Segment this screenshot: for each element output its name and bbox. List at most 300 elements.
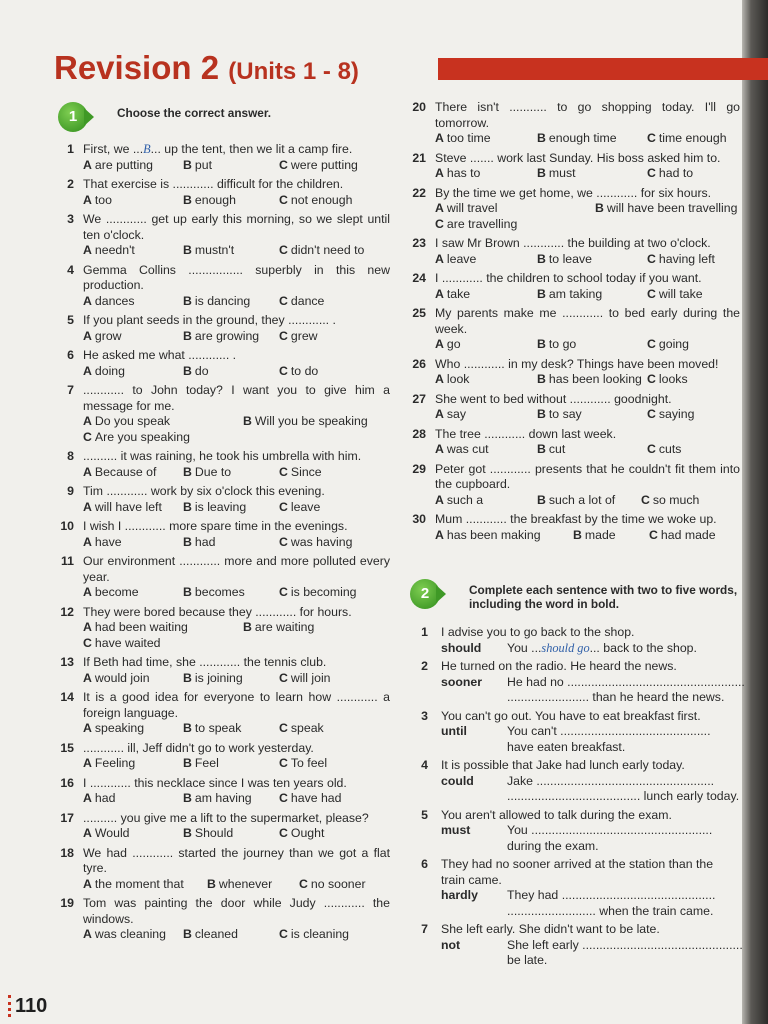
option-text: To feel bbox=[290, 756, 328, 770]
keyword-line bbox=[441, 774, 740, 790]
stem-part: ... up the tent, then we lit a camp fire. bbox=[150, 142, 353, 156]
option-b bbox=[537, 493, 641, 509]
question-stem: We had ............ started the journey than we got a flat tyre. bbox=[83, 845, 390, 875]
answer-continuation: have eaten breakfast. bbox=[507, 739, 626, 754]
question-stem: .......... you give me a lift to the supermarket, please? bbox=[83, 810, 369, 825]
original-sentence: I advise you to go back to the shop. bbox=[441, 625, 635, 639]
option-letter: A bbox=[83, 826, 92, 840]
option-c bbox=[83, 430, 390, 446]
question-stem: I saw Mr Brown ............ the building at two o'clock. bbox=[435, 236, 711, 250]
left-column bbox=[62, 100, 390, 947]
option-letter: A bbox=[435, 251, 444, 266]
option-letter: C bbox=[279, 585, 288, 599]
option-b bbox=[183, 158, 279, 174]
option-text: become bbox=[94, 585, 139, 599]
units-range: (Units 1 - 8) bbox=[228, 58, 359, 85]
option-text: Feel bbox=[194, 756, 219, 770]
option-b bbox=[537, 131, 647, 147]
question-item bbox=[62, 846, 390, 893]
answer-line bbox=[507, 888, 715, 904]
key-word: could bbox=[441, 773, 474, 788]
option-letter: C bbox=[279, 293, 288, 308]
original-sentence: You can't go out. You have to eat breakfast first. bbox=[441, 708, 701, 723]
option-letter: C bbox=[647, 442, 656, 456]
option-letter: B bbox=[183, 192, 192, 207]
option-letter: C bbox=[279, 157, 288, 172]
option-a bbox=[83, 585, 183, 601]
option-text: cuts bbox=[658, 442, 682, 456]
option-text: Since bbox=[290, 464, 322, 479]
option-a bbox=[83, 791, 183, 807]
question-number: 17 bbox=[60, 810, 74, 825]
option-text: enough time bbox=[548, 131, 617, 145]
option-b bbox=[183, 294, 279, 310]
keyword-line bbox=[441, 937, 743, 954]
option-a bbox=[435, 407, 537, 423]
option-text: would join bbox=[94, 670, 150, 685]
option-c bbox=[279, 465, 322, 481]
question-stem: ............ to John today? I want you to give him a message for me. bbox=[83, 383, 390, 413]
option-b bbox=[183, 500, 279, 516]
answer-options bbox=[435, 166, 740, 182]
answer-options bbox=[435, 372, 740, 388]
option-a bbox=[435, 528, 573, 544]
option-a bbox=[83, 535, 183, 551]
option-letter: B bbox=[183, 826, 192, 840]
option-c bbox=[647, 166, 693, 182]
question-number: 14 bbox=[60, 690, 74, 704]
option-letter: B bbox=[537, 442, 546, 456]
answer-options bbox=[83, 721, 390, 737]
question-item bbox=[414, 392, 740, 423]
option-letter: C bbox=[647, 131, 656, 145]
option-letter: A bbox=[83, 157, 92, 172]
option-letter: A bbox=[435, 372, 444, 386]
option-text: were putting bbox=[290, 157, 358, 172]
answer-continuation: ........................ than he heard the news. bbox=[507, 690, 725, 704]
option-c bbox=[647, 407, 694, 423]
question-item bbox=[414, 271, 740, 302]
option-text: are putting bbox=[94, 157, 154, 172]
option-letter: B bbox=[183, 293, 192, 308]
question-stem: It is a good idea for everyone to learn how ............ a foreign language. bbox=[83, 690, 390, 720]
option-text: are waiting bbox=[254, 620, 315, 634]
answer-options bbox=[83, 243, 390, 259]
question-item bbox=[414, 357, 740, 388]
option-text: will have been travelling bbox=[606, 201, 738, 215]
option-letter: B bbox=[595, 201, 604, 215]
option-letter: B bbox=[243, 414, 252, 428]
option-text: doing bbox=[94, 363, 125, 378]
option-letter: B bbox=[537, 286, 546, 301]
option-letter: B bbox=[243, 620, 252, 634]
option-letter: A bbox=[435, 527, 444, 542]
option-c bbox=[647, 442, 681, 458]
answer-options bbox=[83, 877, 390, 893]
question-stem: .......... it was raining, he took his umbrella with him. bbox=[83, 449, 362, 463]
option-text: time enough bbox=[658, 131, 727, 145]
option-letter: A bbox=[83, 464, 92, 479]
question-stem: There isn't ........... to go shopping today. I'll go tomorrow. bbox=[435, 100, 740, 130]
option-letter: A bbox=[83, 499, 92, 514]
option-text: dance bbox=[290, 293, 325, 308]
option-letter: A bbox=[83, 791, 92, 805]
option-text: go bbox=[446, 337, 461, 351]
option-letter: B bbox=[183, 243, 192, 257]
option-letter: A bbox=[435, 492, 444, 507]
option-text: leave bbox=[446, 251, 477, 266]
option-letter: B bbox=[183, 534, 192, 549]
option-text: cleaned bbox=[194, 927, 238, 941]
question-number: 1 bbox=[67, 142, 74, 156]
option-text: such a bbox=[446, 492, 484, 507]
option-letter: A bbox=[83, 756, 92, 770]
answer-options bbox=[435, 287, 740, 303]
option-letter: B bbox=[183, 927, 192, 941]
option-text: Feeling bbox=[94, 756, 136, 770]
option-letter: C bbox=[647, 337, 656, 351]
question-number: 5 bbox=[67, 313, 74, 327]
question-number: 11 bbox=[61, 554, 74, 568]
keyword-line bbox=[441, 641, 740, 657]
option-a bbox=[435, 442, 537, 458]
option-text: the moment that bbox=[94, 876, 184, 891]
option-c bbox=[647, 131, 727, 147]
question-list bbox=[62, 142, 390, 943]
question-item bbox=[62, 449, 390, 480]
option-text: put bbox=[194, 157, 212, 172]
option-letter: A bbox=[83, 670, 92, 685]
question-item bbox=[414, 100, 740, 147]
option-letter: A bbox=[83, 876, 92, 891]
option-text: look bbox=[446, 372, 470, 386]
option-text: will have left bbox=[94, 499, 162, 514]
option-c bbox=[279, 364, 318, 380]
option-letter: A bbox=[435, 442, 444, 456]
option-text: to do bbox=[290, 363, 319, 378]
question-item bbox=[62, 519, 390, 550]
original-sentence: She left early. She didn't want to be late. bbox=[441, 922, 660, 936]
question-stem bbox=[83, 142, 390, 158]
option-text: had made bbox=[660, 527, 716, 542]
answer-start: You ..................................................... bbox=[507, 823, 713, 837]
question-number: 12 bbox=[60, 604, 74, 619]
section-instruction: Complete each sentence with two to five words, including the word in bold. bbox=[469, 583, 738, 611]
question-item bbox=[62, 896, 390, 943]
answer-options bbox=[83, 414, 390, 445]
question-stem: They were bored because they ............ for hours. bbox=[83, 604, 352, 619]
option-c bbox=[279, 294, 324, 310]
option-text: too time bbox=[446, 131, 491, 145]
option-letter: C bbox=[299, 876, 308, 891]
question-item bbox=[414, 236, 740, 267]
transformation-item bbox=[414, 857, 740, 919]
option-letter: A bbox=[83, 585, 92, 599]
question-stem: By the time we get home, we ............ for six hours. bbox=[435, 185, 712, 200]
answer-start: You can't ............................................ bbox=[507, 724, 711, 738]
question-item bbox=[62, 690, 390, 737]
option-letter: A bbox=[83, 363, 92, 378]
option-letter: A bbox=[83, 721, 92, 735]
answer-options bbox=[435, 337, 740, 353]
option-letter: A bbox=[435, 166, 444, 180]
option-text: cut bbox=[548, 442, 566, 456]
answer-options bbox=[83, 193, 390, 209]
option-text: had been waiting bbox=[94, 620, 188, 634]
option-text: Due to bbox=[194, 464, 232, 479]
answer-options bbox=[83, 158, 390, 174]
option-b bbox=[537, 442, 647, 458]
original-sentence: He turned on the radio. He heard the news. bbox=[441, 659, 677, 673]
question-item bbox=[62, 177, 390, 208]
option-letter: C bbox=[279, 363, 288, 378]
option-letter: B bbox=[183, 721, 192, 735]
question-item bbox=[62, 263, 390, 310]
option-c bbox=[279, 826, 324, 842]
option-text: to go bbox=[548, 337, 577, 351]
question-item bbox=[62, 655, 390, 686]
keyword-line bbox=[441, 888, 740, 904]
option-text: needn't bbox=[94, 243, 135, 257]
transformation-item bbox=[414, 808, 740, 855]
question-item bbox=[414, 186, 740, 233]
option-letter: A bbox=[83, 927, 92, 941]
option-text: have bbox=[94, 534, 122, 549]
option-b bbox=[183, 193, 279, 209]
option-letter: C bbox=[647, 286, 656, 301]
option-c bbox=[299, 877, 366, 893]
option-b bbox=[243, 414, 368, 430]
option-a bbox=[83, 671, 183, 687]
option-c bbox=[279, 927, 349, 943]
question-stem: Our environment ............ more and more polluted every year. bbox=[83, 554, 390, 584]
answer-options bbox=[435, 528, 740, 544]
answer-start: They had ............................................. bbox=[507, 888, 716, 902]
option-text: is dancing bbox=[194, 293, 251, 308]
question-stem: She went to bed without ............ goodnight. bbox=[435, 391, 672, 406]
option-text: didn't need to bbox=[290, 243, 365, 257]
question-stem: We ............ get up early this morning, so we slept until ten o'clock. bbox=[83, 212, 390, 242]
answer-line bbox=[507, 938, 743, 954]
answer-continuation: be late. bbox=[507, 953, 548, 967]
answer-line bbox=[507, 724, 711, 740]
option-text: not enough bbox=[290, 192, 353, 207]
option-text: enough bbox=[194, 192, 236, 207]
option-b bbox=[573, 528, 649, 544]
option-c bbox=[279, 535, 352, 551]
question-number: 29 bbox=[412, 461, 426, 476]
question-number: 24 bbox=[412, 271, 426, 285]
key-word: sooner bbox=[441, 674, 482, 689]
answer-line bbox=[507, 675, 745, 691]
answer-line bbox=[507, 774, 714, 790]
question-stem: Who ............ in my desk? Things have been moved! bbox=[435, 356, 719, 371]
question-item bbox=[62, 212, 390, 259]
option-text: too bbox=[94, 192, 112, 207]
option-text: was cleaning bbox=[94, 927, 166, 941]
option-text: are travelling bbox=[446, 216, 518, 231]
option-letter: C bbox=[279, 721, 288, 735]
option-text: take bbox=[446, 286, 471, 301]
option-c bbox=[647, 372, 688, 388]
option-b bbox=[183, 756, 279, 772]
question-item bbox=[62, 484, 390, 515]
question-stem: Tim ............ work by six o'clock this evening. bbox=[83, 484, 325, 498]
option-letter: B bbox=[537, 337, 546, 351]
option-a bbox=[435, 201, 595, 217]
keyword-line bbox=[441, 724, 740, 740]
answer-start: He had no .................................................... bbox=[507, 674, 745, 689]
option-b bbox=[595, 201, 737, 217]
option-a bbox=[83, 465, 183, 481]
option-letter: A bbox=[435, 407, 444, 421]
option-letter: B bbox=[183, 670, 192, 685]
option-text: has to bbox=[446, 166, 481, 180]
question-stem: Peter got ............ presents that he couldn't fit them into the cupboard. bbox=[435, 461, 740, 491]
option-text: Would bbox=[94, 826, 130, 840]
question-number: 3 bbox=[67, 212, 74, 226]
item-number: 2 bbox=[421, 659, 428, 673]
handwritten-answer: B bbox=[143, 142, 151, 156]
option-b bbox=[537, 252, 647, 268]
question-number: 22 bbox=[412, 185, 426, 200]
option-letter: B bbox=[183, 157, 192, 172]
option-letter: A bbox=[83, 293, 92, 308]
option-letter: B bbox=[183, 464, 192, 479]
question-item bbox=[62, 142, 390, 173]
answer-options bbox=[83, 329, 390, 345]
option-letter: A bbox=[83, 192, 92, 207]
question-number: 10 bbox=[60, 519, 74, 533]
answer-options bbox=[83, 500, 390, 516]
option-c bbox=[279, 329, 318, 345]
answer-continuation: ....................................... lunch early today. bbox=[507, 789, 740, 803]
question-number: 27 bbox=[412, 391, 426, 406]
transformation-list bbox=[414, 625, 745, 969]
answer-options bbox=[83, 465, 390, 481]
option-b bbox=[183, 535, 279, 551]
option-a bbox=[435, 131, 537, 147]
answer-options bbox=[83, 535, 390, 551]
option-text: am taking bbox=[548, 286, 603, 301]
question-stem: Gemma Collins ................ superbly in this new production. bbox=[83, 262, 390, 292]
option-c bbox=[279, 193, 352, 209]
question-item bbox=[62, 554, 390, 601]
option-a bbox=[83, 364, 183, 380]
option-letter: A bbox=[83, 620, 92, 634]
option-text: had bbox=[194, 534, 216, 549]
question-item bbox=[62, 348, 390, 379]
option-text: Are you speaking bbox=[94, 429, 190, 444]
section-1-header bbox=[62, 100, 390, 132]
option-text: Do you speak bbox=[94, 414, 171, 428]
right-column bbox=[412, 100, 745, 972]
option-letter: B bbox=[537, 166, 546, 180]
transformation-item bbox=[414, 625, 740, 656]
option-letter: B bbox=[183, 756, 192, 770]
option-a bbox=[83, 620, 243, 636]
option-b bbox=[537, 166, 647, 182]
option-c bbox=[279, 791, 342, 807]
question-item bbox=[414, 151, 740, 182]
option-letter: C bbox=[647, 372, 656, 386]
option-text: whenever bbox=[218, 876, 273, 891]
title-bar-decoration bbox=[438, 58, 768, 80]
option-letter: A bbox=[435, 286, 444, 301]
answer-start: She left early ............................................... bbox=[507, 937, 743, 952]
option-c bbox=[83, 636, 390, 652]
answer-line bbox=[507, 641, 697, 657]
question-stem: He asked me what ............ . bbox=[83, 348, 237, 362]
option-letter: A bbox=[83, 534, 92, 549]
option-b bbox=[537, 407, 647, 423]
option-text: have waited bbox=[94, 635, 161, 650]
option-text: speak bbox=[290, 721, 324, 735]
option-text: is joining bbox=[194, 670, 243, 685]
answer-end: ... back to the shop. bbox=[589, 640, 697, 655]
option-a bbox=[83, 500, 183, 516]
option-text: Because of bbox=[94, 464, 157, 479]
option-letter: C bbox=[279, 670, 288, 685]
option-text: grow bbox=[94, 328, 122, 343]
question-item bbox=[62, 811, 390, 842]
question-item bbox=[414, 462, 740, 509]
option-a bbox=[83, 329, 183, 345]
question-item bbox=[414, 512, 740, 543]
question-stem: I ............ this necklace since I was ten years old. bbox=[83, 775, 347, 790]
answer-options bbox=[435, 442, 740, 458]
option-letter: B bbox=[537, 251, 546, 266]
original-sentence: They had no sooner arrived at the station than the train came. bbox=[441, 857, 714, 887]
option-text: looks bbox=[658, 372, 688, 386]
option-letter: C bbox=[647, 407, 656, 421]
page-title: Revision 2 (Units 1 - 8) bbox=[54, 49, 359, 86]
option-letter: C bbox=[279, 192, 288, 207]
option-text: am having bbox=[194, 791, 252, 805]
option-c bbox=[647, 252, 715, 268]
question-number: 7 bbox=[67, 383, 74, 397]
question-stem: Steve ....... work last Sunday. His boss asked him to. bbox=[435, 150, 721, 165]
option-letter: B bbox=[183, 791, 192, 805]
option-c bbox=[279, 756, 327, 772]
option-c bbox=[279, 585, 357, 601]
question-number: 8 bbox=[67, 449, 74, 463]
option-a bbox=[83, 756, 183, 772]
option-b bbox=[537, 287, 647, 303]
option-letter: B bbox=[207, 876, 216, 891]
question-item bbox=[62, 313, 390, 344]
item-number: 7 bbox=[421, 922, 428, 936]
option-text: was having bbox=[290, 534, 353, 549]
option-a bbox=[435, 166, 537, 182]
option-text: is cleaning bbox=[290, 927, 349, 941]
option-b bbox=[183, 826, 279, 842]
option-letter: C bbox=[649, 527, 658, 542]
option-letter: B bbox=[537, 131, 546, 145]
option-letter: C bbox=[279, 499, 288, 514]
option-b bbox=[243, 620, 314, 636]
option-b bbox=[183, 364, 279, 380]
option-text: have had bbox=[290, 791, 342, 805]
question-number: 28 bbox=[412, 426, 426, 441]
option-text: has been making bbox=[446, 527, 541, 542]
option-letter: B bbox=[183, 363, 192, 378]
option-text: grew bbox=[290, 328, 318, 343]
option-text: made bbox=[584, 527, 616, 542]
option-c bbox=[647, 337, 689, 353]
answer-line bbox=[507, 823, 712, 839]
question-number: 16 bbox=[60, 775, 74, 790]
